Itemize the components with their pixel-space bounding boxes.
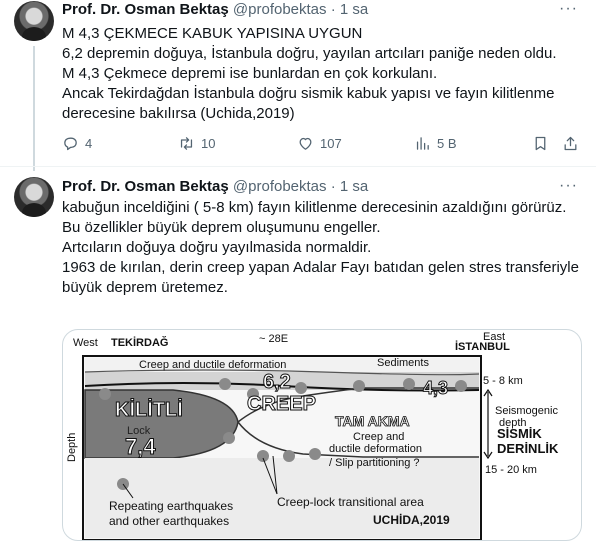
label-slip: / Slip partitioning ?: [329, 457, 420, 469]
label-istanbul: İSTANBUL: [455, 341, 510, 353]
tweet-divider: [0, 166, 596, 167]
reply-icon: [62, 135, 79, 152]
label-kilitli: KİLİTLİ: [115, 399, 183, 421]
share-button[interactable]: [562, 135, 579, 152]
label-creep-ductile: Creep and ductile deformation: [139, 359, 287, 371]
more-icon[interactable]: ···: [559, 177, 578, 194]
like-count: 107: [320, 136, 342, 151]
views-count: 5 B: [437, 136, 457, 151]
retweet-count: 10: [201, 136, 216, 151]
tweet-actions: [62, 135, 584, 155]
label-tekirdag: TEKİRDAĞ: [111, 337, 169, 349]
cross-section-figure: [63, 330, 581, 540]
tweet-text: kabuğun inceldiğini ( 5-8 km) fayın kilitlenme derecesinin azaldığını görürüz. Bu özellikler büyük deprem oluşumunu engeller. Artcıların doğuya doğru yayılmasida normaldir. 1963 de kırılan, derin creep yapan Adalar Fayı batıdan gelen stres transferiyle büyük deprem üretemez.: [62, 199, 579, 296]
share-icon: [562, 135, 579, 152]
label-longitude: ~ 28E: [259, 333, 289, 345]
views-button[interactable]: [414, 135, 457, 152]
timestamp[interactable]: 1 sa: [339, 1, 369, 18]
timestamp[interactable]: 1 sa: [339, 178, 369, 195]
more-icon[interactable]: ···: [559, 0, 578, 17]
author-name[interactable]: Prof. Dr. Osman Bektaş: [62, 178, 229, 195]
label-m43: 4,3: [423, 378, 449, 398]
tweet-media-image[interactable]: [62, 329, 582, 541]
bookmark-icon: [532, 135, 549, 152]
author-handle[interactable]: @profobektas: [232, 1, 327, 18]
label-citation: UCHİDA,2019: [373, 513, 450, 527]
tweet-header: [62, 178, 368, 195]
tweet-header: [62, 1, 368, 18]
author-handle[interactable]: @profobektas: [232, 178, 327, 195]
label-tam-akma: TAM AKMA: [335, 413, 410, 429]
thread-connector: [33, 46, 35, 171]
label-depth-word: depth: [499, 417, 527, 429]
like-icon: [297, 135, 314, 152]
label-creep-and: Creep and: [353, 431, 405, 443]
label-west: West: [73, 337, 98, 349]
label-sismik: SİSMİK: [497, 426, 542, 441]
bookmark-button[interactable]: [532, 135, 549, 152]
tweet-1[interactable]: [0, 0, 596, 165]
tweet-text: M 4,3 ÇEKMECE KABUK YAPISINA UYGUN 6,2 depremin doğuya, İstanbula doğru, yayılan artcıları paniğe neden oldu. M 4,3 Çekmece depremi ise bunlardan en çok korkulanı. Ancak Tekirdağdan İstanbula doğru sismik kabuk yapısı ve fayın kilitlenme derecesine bakılırsa (Uchida,2019): [62, 25, 557, 122]
reply-count: 4: [85, 136, 93, 151]
label-east: East: [483, 331, 506, 343]
label-depth-5-8: 5 - 8 km: [483, 375, 523, 387]
label-transitional: Creep-lock transitional area: [277, 495, 424, 509]
separator-dot: ·: [330, 1, 336, 18]
label-ductile: ductile deformation: [329, 443, 422, 455]
retweet-button[interactable]: [178, 135, 215, 152]
avatar[interactable]: [14, 1, 54, 41]
avatar[interactable]: [14, 177, 54, 217]
reply-button[interactable]: [62, 135, 92, 152]
label-other: and other earthquakes: [109, 514, 230, 528]
label-depth-axis: Depth: [66, 432, 78, 462]
views-icon: [414, 135, 431, 152]
label-creep: CREEP: [247, 393, 316, 415]
label-sediments: Sediments: [377, 357, 429, 369]
retweet-icon: [178, 135, 195, 152]
author-name[interactable]: Prof. Dr. Osman Bektaş: [62, 1, 229, 18]
label-depth-15-20: 15 - 20 km: [485, 464, 537, 476]
like-button[interactable]: [297, 135, 342, 152]
label-derinlik: DERİNLİK: [497, 441, 559, 456]
separator-dot: ·: [330, 178, 336, 195]
label-m74: 7,4: [125, 434, 156, 459]
label-repeating: Repeating earthquakes: [109, 499, 234, 513]
label-lock: Lock: [127, 425, 151, 437]
label-m62: 6,2: [263, 371, 291, 393]
label-seismogenic: Seismogenic: [495, 405, 558, 417]
